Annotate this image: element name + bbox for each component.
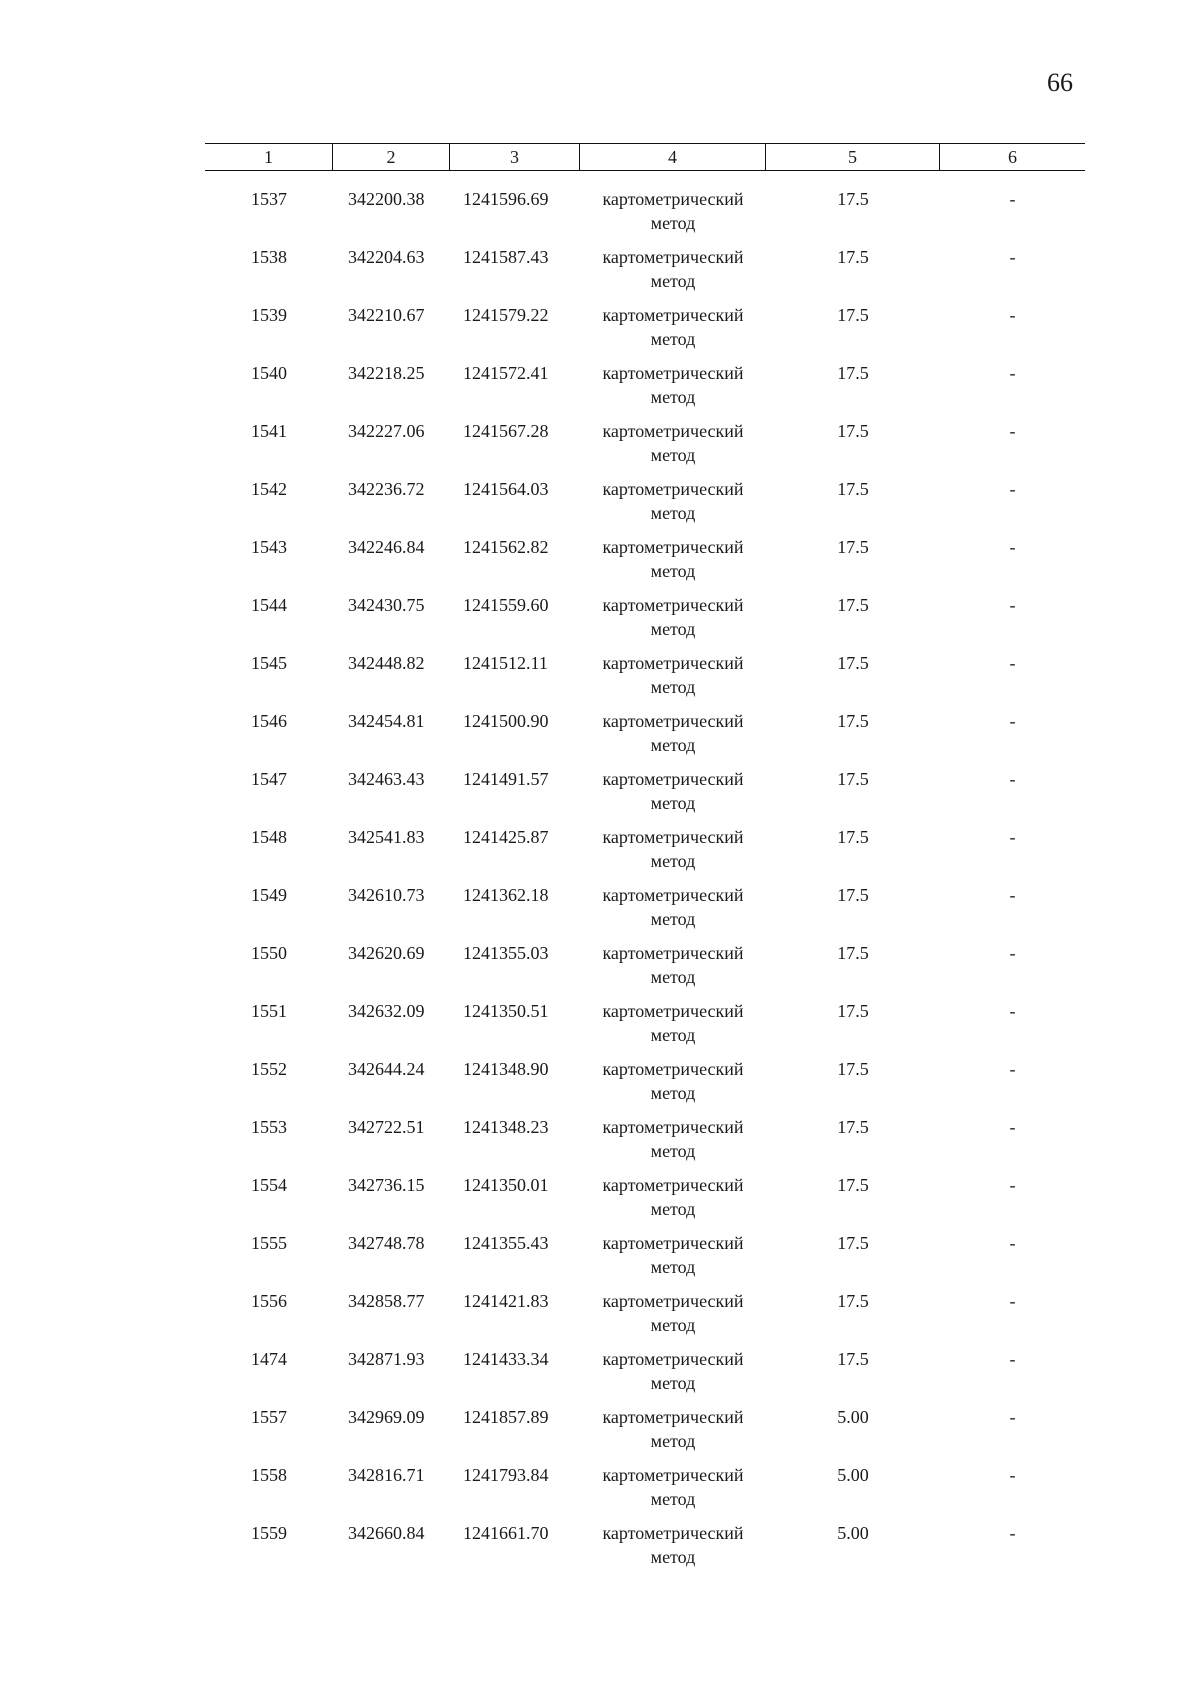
y-coordinate-cell: 1241559.60 <box>463 595 549 615</box>
table-row <box>205 883 1085 941</box>
method-line-1: картометрический <box>602 305 744 325</box>
method-line-2: метод <box>650 1199 696 1219</box>
x-coordinate-cell: 342430.75 <box>348 595 425 615</box>
note-cell: - <box>1009 537 1016 557</box>
table-row <box>205 1347 1085 1405</box>
x-coordinate-cell: 342236.72 <box>348 479 425 499</box>
coordinates-table <box>205 143 1085 1579</box>
method-line-2: метод <box>650 561 696 581</box>
table-row <box>205 1057 1085 1115</box>
point-number-cell: 1542 <box>251 479 287 499</box>
note-cell: - <box>1009 189 1016 209</box>
point-number-cell: 1540 <box>251 363 287 383</box>
point-number-cell: 1555 <box>251 1233 287 1253</box>
method-cell <box>580 709 766 767</box>
x-coordinate-cell: 342204.63 <box>348 247 425 267</box>
method-line-1: картометрический <box>602 1175 744 1195</box>
point-number-cell: 1538 <box>251 247 287 267</box>
note-cell: - <box>1009 1117 1016 1137</box>
method-cell <box>580 593 766 651</box>
point-number-cell: 1541 <box>251 421 287 441</box>
method-line-1: картометрический <box>602 247 744 267</box>
method-line-2: метод <box>650 1141 696 1161</box>
note-cell: - <box>1009 1465 1016 1485</box>
point-number-cell: 1557 <box>251 1407 287 1427</box>
x-coordinate-cell: 342620.69 <box>348 943 425 963</box>
method-line-2: метод <box>650 1257 696 1277</box>
point-number-cell: 1549 <box>251 885 287 905</box>
method-cell <box>580 303 766 361</box>
y-coordinate-cell: 1241512.11 <box>463 653 548 673</box>
note-cell: - <box>1009 769 1016 789</box>
method-line-1: картометрический <box>602 1117 744 1137</box>
point-number-cell: 1543 <box>251 537 287 557</box>
table-row <box>205 361 1085 419</box>
method-line-1: картометрический <box>602 1407 744 1427</box>
method-line-2: метод <box>650 213 696 233</box>
method-line-1: картометрический <box>602 537 744 557</box>
note-cell: - <box>1009 479 1016 499</box>
method-line-1: картометрический <box>602 827 744 847</box>
method-line-1: картометрический <box>602 769 744 789</box>
accuracy-cell: 5.00 <box>837 1523 869 1543</box>
x-coordinate-cell: 342463.43 <box>348 769 425 789</box>
method-line-1: картометрический <box>602 1233 744 1253</box>
method-cell <box>580 1463 766 1521</box>
method-cell <box>580 1289 766 1347</box>
method-line-2: метод <box>650 1315 696 1335</box>
note-cell: - <box>1009 653 1016 673</box>
method-cell <box>580 825 766 883</box>
point-number-cell: 1546 <box>251 711 287 731</box>
table-row <box>205 245 1085 303</box>
table-row <box>205 477 1085 535</box>
x-coordinate-cell: 342454.81 <box>348 711 425 731</box>
method-line-2: метод <box>650 387 696 407</box>
x-coordinate-cell: 342246.84 <box>348 537 425 557</box>
x-coordinate-cell: 342632.09 <box>348 1001 425 1021</box>
point-number-cell: 1545 <box>251 653 287 673</box>
method-cell <box>580 941 766 999</box>
method-line-1: картометрический <box>602 421 744 441</box>
header-col-1: 1 <box>205 144 333 170</box>
table-row <box>205 1289 1085 1347</box>
method-cell <box>580 1347 766 1405</box>
y-coordinate-cell: 1241579.22 <box>463 305 549 325</box>
accuracy-cell: 17.5 <box>837 1059 869 1079</box>
note-cell: - <box>1009 885 1016 905</box>
method-line-1: картометрический <box>602 595 744 615</box>
method-line-2: метод <box>650 271 696 291</box>
method-cell <box>580 1405 766 1463</box>
accuracy-cell: 17.5 <box>837 189 869 209</box>
y-coordinate-cell: 1241348.23 <box>463 1117 549 1137</box>
note-cell: - <box>1009 1523 1016 1543</box>
method-cell <box>580 1231 766 1289</box>
table-row <box>205 535 1085 593</box>
method-line-2: метод <box>650 793 696 813</box>
point-number-cell: 1548 <box>251 827 287 847</box>
x-coordinate-cell: 342227.06 <box>348 421 425 441</box>
y-coordinate-cell: 1241355.03 <box>463 943 549 963</box>
x-coordinate-cell: 342969.09 <box>348 1407 425 1427</box>
y-coordinate-cell: 1241572.41 <box>463 363 549 383</box>
y-coordinate-cell: 1241587.43 <box>463 247 549 267</box>
y-coordinate-cell: 1241348.90 <box>463 1059 549 1079</box>
point-number-cell: 1553 <box>251 1117 287 1137</box>
method-cell <box>580 419 766 477</box>
method-line-2: метод <box>650 967 696 987</box>
accuracy-cell: 17.5 <box>837 421 869 441</box>
table-row <box>205 941 1085 999</box>
method-line-2: метод <box>650 735 696 755</box>
x-coordinate-cell: 342644.24 <box>348 1059 425 1079</box>
x-coordinate-cell: 342748.78 <box>348 1233 425 1253</box>
table-row <box>205 303 1085 361</box>
method-cell <box>580 767 766 825</box>
method-cell <box>580 477 766 535</box>
note-cell: - <box>1009 711 1016 731</box>
method-line-2: метод <box>650 329 696 349</box>
method-cell <box>580 187 766 245</box>
method-cell <box>580 651 766 709</box>
point-number-cell: 1552 <box>251 1059 287 1079</box>
method-line-1: картометрический <box>602 189 744 209</box>
method-line-2: метод <box>650 445 696 465</box>
method-line-1: картометрический <box>602 653 744 673</box>
x-coordinate-cell: 342448.82 <box>348 653 425 673</box>
x-coordinate-cell: 342200.38 <box>348 189 425 209</box>
method-line-1: картометрический <box>602 1291 744 1311</box>
method-line-2: метод <box>650 1489 696 1509</box>
x-coordinate-cell: 342736.15 <box>348 1175 425 1195</box>
point-number-cell: 1539 <box>251 305 287 325</box>
header-col-2: 2 <box>333 144 450 170</box>
table-row <box>205 825 1085 883</box>
table-row <box>205 187 1085 245</box>
table-row <box>205 709 1085 767</box>
note-cell: - <box>1009 1059 1016 1079</box>
table-row <box>205 651 1085 709</box>
method-line-2: метод <box>650 851 696 871</box>
y-coordinate-cell: 1241350.01 <box>463 1175 549 1195</box>
header-col-6: 6 <box>1008 147 1017 167</box>
point-number-cell: 1544 <box>251 595 287 615</box>
method-line-2: метод <box>650 909 696 929</box>
header-col-4: 4 <box>580 144 766 170</box>
accuracy-cell: 17.5 <box>837 595 869 615</box>
note-cell: - <box>1009 1233 1016 1253</box>
point-number-cell: 1547 <box>251 769 287 789</box>
method-cell <box>580 1115 766 1173</box>
y-coordinate-cell: 1241425.87 <box>463 827 549 847</box>
method-cell <box>580 1521 766 1579</box>
accuracy-cell: 17.5 <box>837 653 869 673</box>
table-row <box>205 1405 1085 1463</box>
method-line-1: картометрический <box>602 1523 744 1543</box>
note-cell: - <box>1009 1291 1016 1311</box>
accuracy-cell: 17.5 <box>837 943 869 963</box>
page-number: 66 <box>1047 68 1073 97</box>
point-number-cell: 1537 <box>251 189 287 209</box>
table-row <box>205 1173 1085 1231</box>
method-line-1: картометрический <box>602 1001 744 1021</box>
note-cell: - <box>1009 1407 1016 1427</box>
point-number-cell: 1474 <box>251 1349 287 1369</box>
method-cell <box>580 535 766 593</box>
method-line-2: метод <box>650 1025 696 1045</box>
note-cell: - <box>1009 1349 1016 1369</box>
y-coordinate-cell: 1241362.18 <box>463 885 549 905</box>
y-coordinate-cell: 1241793.84 <box>463 1465 549 1485</box>
method-line-1: картометрический <box>602 1059 744 1079</box>
accuracy-cell: 17.5 <box>837 885 869 905</box>
method-line-2: метод <box>650 1083 696 1103</box>
method-line-2: метод <box>650 1431 696 1451</box>
note-cell: - <box>1009 363 1016 383</box>
method-line-1: картометрический <box>602 1349 744 1369</box>
method-line-1: картометрический <box>602 943 744 963</box>
method-cell <box>580 361 766 419</box>
point-number-cell: 1551 <box>251 1001 287 1021</box>
method-cell <box>580 999 766 1057</box>
note-cell: - <box>1009 1001 1016 1021</box>
point-number-cell: 1558 <box>251 1465 287 1485</box>
accuracy-cell: 17.5 <box>837 1349 869 1369</box>
table-row <box>205 1521 1085 1579</box>
accuracy-cell: 17.5 <box>837 711 869 731</box>
x-coordinate-cell: 342660.84 <box>348 1523 425 1543</box>
method-cell <box>580 1057 766 1115</box>
method-cell <box>580 883 766 941</box>
table-row <box>205 1115 1085 1173</box>
note-cell: - <box>1009 421 1016 441</box>
header-col-3: 3 <box>450 144 580 170</box>
x-coordinate-cell: 342210.67 <box>348 305 425 325</box>
accuracy-cell: 17.5 <box>837 479 869 499</box>
accuracy-cell: 5.00 <box>837 1407 869 1427</box>
accuracy-cell: 17.5 <box>837 1233 869 1253</box>
table-header <box>205 143 1085 171</box>
accuracy-cell: 17.5 <box>837 1291 869 1311</box>
accuracy-cell: 17.5 <box>837 363 869 383</box>
point-number-cell: 1559 <box>251 1523 287 1543</box>
accuracy-cell: 17.5 <box>837 827 869 847</box>
note-cell: - <box>1009 827 1016 847</box>
y-coordinate-cell: 1241491.57 <box>463 769 549 789</box>
method-line-2: метод <box>650 503 696 523</box>
y-coordinate-cell: 1241562.82 <box>463 537 549 557</box>
x-coordinate-cell: 342871.93 <box>348 1349 425 1369</box>
table-row <box>205 767 1085 825</box>
table-row <box>205 999 1085 1057</box>
method-line-1: картометрический <box>602 1465 744 1485</box>
y-coordinate-cell: 1241433.34 <box>463 1349 549 1369</box>
accuracy-cell: 17.5 <box>837 769 869 789</box>
method-line-1: картометрический <box>602 885 744 905</box>
point-number-cell: 1550 <box>251 943 287 963</box>
method-line-2: метод <box>650 677 696 697</box>
x-coordinate-cell: 342218.25 <box>348 363 425 383</box>
method-line-2: метод <box>650 619 696 639</box>
y-coordinate-cell: 1241596.69 <box>463 189 549 209</box>
point-number-cell: 1556 <box>251 1291 287 1311</box>
table-row <box>205 593 1085 651</box>
note-cell: - <box>1009 1175 1016 1195</box>
y-coordinate-cell: 1241500.90 <box>463 711 549 731</box>
accuracy-cell: 5.00 <box>837 1465 869 1485</box>
x-coordinate-cell: 342610.73 <box>348 885 425 905</box>
accuracy-cell: 17.5 <box>837 247 869 267</box>
note-cell: - <box>1009 943 1016 963</box>
accuracy-cell: 17.5 <box>837 1175 869 1195</box>
method-line-1: картометрический <box>602 363 744 383</box>
accuracy-cell: 17.5 <box>837 1117 869 1137</box>
note-cell: - <box>1009 305 1016 325</box>
y-coordinate-cell: 1241350.51 <box>463 1001 549 1021</box>
accuracy-cell: 17.5 <box>837 537 869 557</box>
table-body <box>205 187 1085 1579</box>
y-coordinate-cell: 1241661.70 <box>463 1523 549 1543</box>
y-coordinate-cell: 1241355.43 <box>463 1233 549 1253</box>
y-coordinate-cell: 1241421.83 <box>463 1291 549 1311</box>
accuracy-cell: 17.5 <box>837 1001 869 1021</box>
table-row <box>205 1231 1085 1289</box>
table-row <box>205 1463 1085 1521</box>
x-coordinate-cell: 342722.51 <box>348 1117 425 1137</box>
x-coordinate-cell: 342858.77 <box>348 1291 425 1311</box>
y-coordinate-cell: 1241564.03 <box>463 479 549 499</box>
method-line-2: метод <box>650 1547 696 1567</box>
method-line-1: картометрический <box>602 479 744 499</box>
header-col-5: 5 <box>766 144 940 170</box>
y-coordinate-cell: 1241857.89 <box>463 1407 549 1427</box>
x-coordinate-cell: 342541.83 <box>348 827 425 847</box>
x-coordinate-cell: 342816.71 <box>348 1465 425 1485</box>
method-line-2: метод <box>650 1373 696 1393</box>
method-cell <box>580 245 766 303</box>
table-row <box>205 419 1085 477</box>
method-cell <box>580 1173 766 1231</box>
note-cell: - <box>1009 247 1016 267</box>
point-number-cell: 1554 <box>251 1175 287 1195</box>
note-cell: - <box>1009 595 1016 615</box>
method-line-1: картометрический <box>602 711 744 731</box>
accuracy-cell: 17.5 <box>837 305 869 325</box>
y-coordinate-cell: 1241567.28 <box>463 421 549 441</box>
